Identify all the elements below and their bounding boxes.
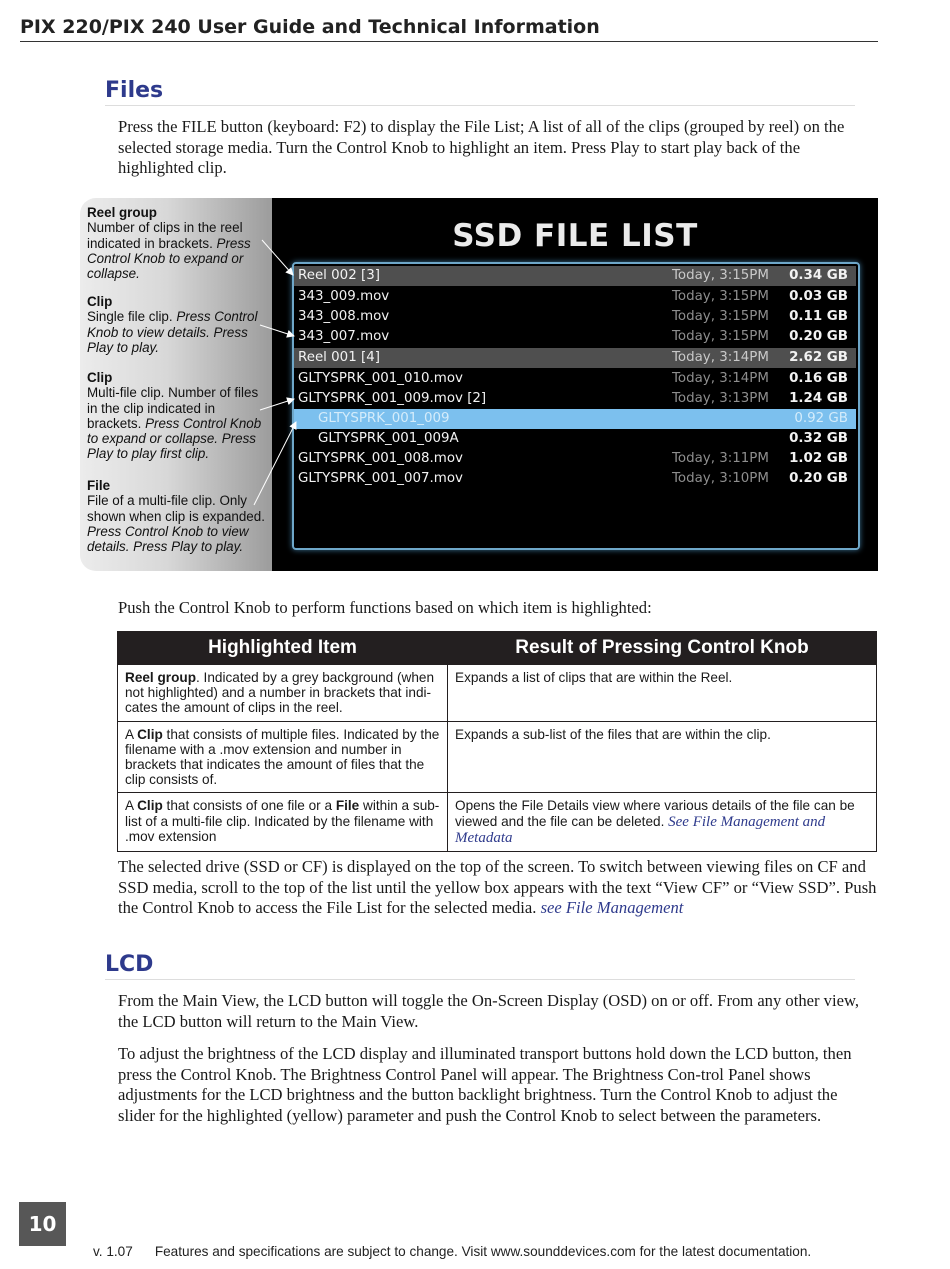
term: Reel group [125, 670, 196, 685]
file-size: 0.92 GB [794, 411, 848, 426]
files-intro: Press the FILE button (keyboard: F2) to display the File List; A list of all of the clips (grouped by reel) on the selected storage media. Turn the Control Knob to highlight an item. Press Play to start play back of the highlighted clip. [118, 117, 845, 177]
callout-arrows [80, 198, 878, 571]
screen-title: SSD FILE LIST [452, 218, 698, 254]
callout-instruction: Press Control Knob to expand or collapse. Press Play to play first clip. [87, 415, 262, 462]
control-knob-table [117, 631, 877, 852]
file-date: Today, 3:11PM [672, 451, 769, 466]
table-header: Result of Pressing Control Knob [448, 632, 877, 665]
see-file-management-link[interactable]: See File Management and Metadata [455, 813, 826, 846]
drive-text [118, 857, 878, 919]
callout-title: File [87, 478, 111, 493]
file-size: 0.20 GB [789, 329, 848, 344]
file-size: 1.02 GB [789, 451, 848, 466]
file-size: 0.03 GB [789, 289, 848, 304]
page-footer [93, 1244, 811, 1259]
cell-text: that consists of one file or a [162, 798, 336, 814]
file-date: Today, 3:14PM [672, 371, 769, 386]
file-name: GLTYSPRK_001_010.mov [298, 371, 463, 386]
table-cell: Expands a list of clips that are within the Reel. [448, 665, 877, 722]
lcd-paragraph-1: From the Main View, the LCD button will toggle the On-Screen Display (OSD) on or off. From any other view, the LCD button will return to the Main View. [118, 991, 859, 1031]
table-header: Highlighted Item [118, 632, 448, 665]
version: v. 1.07 [93, 1244, 133, 1259]
callout-text: File of a multi-file clip. Only shown when clip is expanded. [87, 493, 265, 524]
cell-text: A [125, 798, 138, 814]
arrow-multi-clip [260, 399, 294, 410]
file-name: GLTYSPRK_001_009 [318, 411, 450, 426]
push-knob-text: Push the Control Knob to perform functions based on which item is highlighted: [118, 598, 652, 617]
cell-text: Opens the File Details view where various details of the file can be viewed and the file can be deleted. [455, 798, 855, 829]
file-size: 0.32 GB [789, 431, 848, 446]
page-number: 10 [19, 1202, 66, 1246]
file-date: Today, 3:14PM [672, 350, 769, 365]
cell-text: . Indicated by a grey background (when not highlighted) and a number in brackets that indi-cates the amount of clips in the reel. [125, 670, 435, 716]
term: File [335, 798, 360, 814]
table-row [118, 665, 877, 722]
file-name: GLTYSPRK_001_009A [318, 431, 459, 446]
callout-text: Multi-file clip. Number of files in the clip indicated in brackets. [87, 385, 259, 431]
file-size: 1.24 GB [789, 391, 848, 406]
file-name: Reel 002 [3] [298, 268, 380, 283]
file-date: Today, 3:10PM [672, 471, 769, 486]
file-name: GLTYSPRK_001_007.mov [298, 471, 463, 486]
callout-title: Clip [87, 294, 113, 309]
file-name: 343_007.mov [298, 329, 390, 344]
lcd-paragraph-2: To adjust the brightness of the LCD display and illuminated transport buttons hold down the LCD button, then press the Control Knob. The Brightness Control Panel will appear. The Brightness Con-trol Panel shows adjustments for the LCD brightness and the button backlight brightness. Turn the Control Knob to adjust the slider for the highlighted (yellow) parameter and push the Control Knob to select between the parameters. [118, 1044, 852, 1125]
file-date: Today, 3:13PM [672, 391, 769, 406]
term: Clip [137, 798, 163, 814]
file-date: Today, 3:15PM [672, 309, 769, 324]
table-cell [118, 665, 448, 722]
page-header: PIX 220/PIX 240 User Guide and Technical Information [20, 16, 878, 42]
file-size: 0.11 GB [789, 309, 848, 324]
table-header-row [118, 632, 877, 665]
file-name: 343_008.mov [298, 309, 390, 324]
file-list-figure [80, 198, 878, 571]
table-cell [118, 793, 448, 852]
see-file-management-link[interactable]: see File Management [540, 898, 684, 917]
table-row [118, 793, 877, 852]
file-date: Today, 3:15PM [672, 329, 769, 344]
cell-text: A [125, 726, 138, 742]
table-cell [448, 793, 877, 852]
callout-instruction: Press Control Knob to expand or collapse. [87, 235, 251, 282]
arrow-file [254, 422, 296, 505]
files-heading: Files [105, 78, 855, 106]
cell-text: that consists of multiple files. Indicated by the filename with a .mov extension and number in brackets that indicates the amount of files that the clip consists of. [125, 726, 440, 788]
callout-instruction: Press Control Knob to view details. Press Play to play. [87, 309, 258, 355]
lcd-heading: LCD [105, 952, 855, 980]
file-name: 343_009.mov [298, 289, 390, 304]
callout-instruction: Press Control Knob to view details. Press Play to play. [87, 523, 249, 555]
file-date: Today, 3:15PM [672, 289, 769, 304]
file-size: 0.20 GB [789, 471, 848, 486]
callout-text: Single file clip. [87, 309, 177, 325]
arrow-single-clip [260, 325, 294, 336]
table-cell [118, 721, 448, 793]
file-size: 2.62 GB [789, 350, 848, 365]
file-size: 0.16 GB [789, 371, 848, 386]
arrow-reel-group [262, 240, 293, 275]
term: Clip [137, 726, 163, 742]
drive-text-body: The selected drive (SSD or CF) is displayed on the top of the screen. To switch between viewing files on CF and SSD media, scroll to the top of the list until the yellow box appears with the text “View CF” or “View SSD”. Push the Control Knob to access the File List for the selected media. [118, 857, 877, 917]
file-name: GLTYSPRK_001_008.mov [298, 451, 463, 466]
table-cell: Expands a sub-list of the files that are within the clip. [448, 721, 877, 793]
table-row [118, 721, 877, 793]
callout-title: Clip [87, 370, 113, 385]
file-name: Reel 001 [4] [298, 350, 380, 365]
callout-text: Number of clips in the reel indicated in brackets. [87, 220, 243, 251]
file-size: 0.34 GB [789, 268, 848, 283]
callout-title: Reel group [87, 205, 157, 220]
cell-text: within a sub-list of a multi-file clip. Indicated by the filename with .mov extension [125, 798, 440, 844]
file-name: GLTYSPRK_001_009.mov [2] [298, 391, 487, 406]
footer-notice: Features and specifications are subject to change. Visit www.sounddevices.com for the latest documentation. [154, 1244, 812, 1259]
file-date: Today, 3:15PM [672, 268, 769, 283]
